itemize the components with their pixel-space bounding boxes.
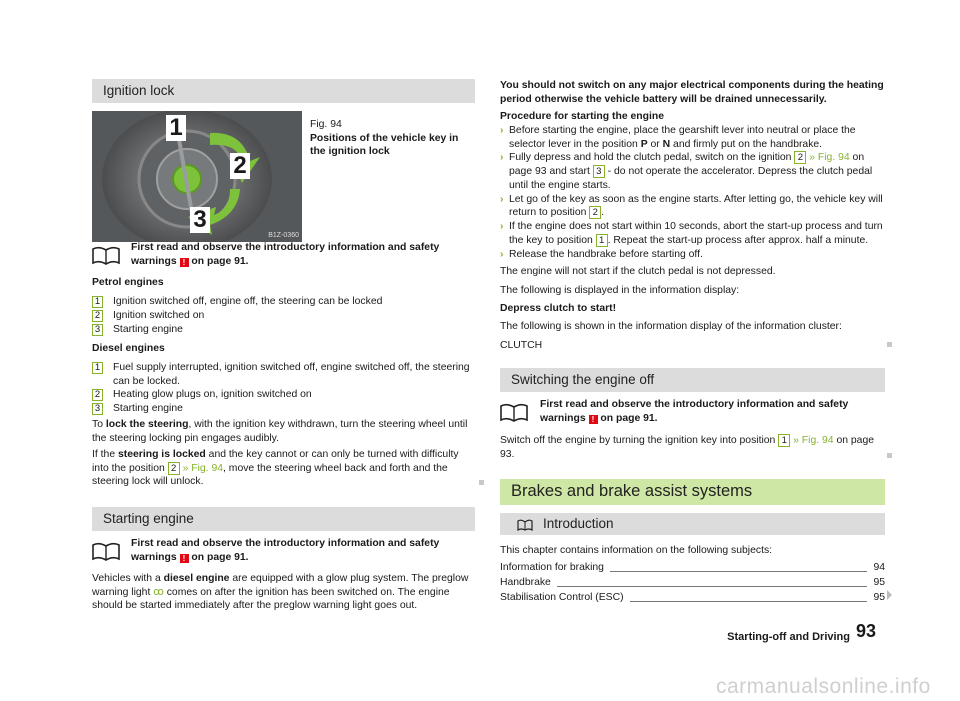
callout-2: 2 <box>230 153 250 179</box>
battery-warning: You should not switch on any major electrical components during the heating period otherwise the vehicle battery will be drained unnecessarily. <box>500 80 884 105</box>
safety-note-1: First read and observe the introductory information and safety warnings ! on page 91. <box>131 242 440 267</box>
watermark: carmanualsonline.info <box>716 675 931 698</box>
diesel-glow-paragraph: Vehicles with a diesel engine are equipped with a glow plug system. The preglow warning light ꝏ comes on after the ignition has been switched on. The engine should be started immediately after the preglow warning light goes out. <box>92 573 469 612</box>
list-num: 1 <box>92 296 103 308</box>
unlock-steering-paragraph: If the steering is locked and the key cannot or can only be turned with difficulty into the position 2 » Fig. 94, move the steering wheel back and forth and the steering lock will unlock. <box>92 449 459 488</box>
list-num: 2 <box>92 310 103 322</box>
book-icon <box>92 541 120 561</box>
procedure-steps <box>500 124 885 261</box>
safety-note-3: First read and observe the introductory information and safety warnings ! on page 91. <box>540 399 849 424</box>
clutch-display-word: CLUTCH <box>500 340 543 351</box>
section-title-switching-off: Switching the engine off <box>500 368 885 392</box>
fig-ref-link[interactable]: » Fig. 94 <box>809 152 850 164</box>
clutch-paragraph: The engine will not start if the clutch pedal is not depressed. <box>500 266 776 277</box>
warning-icon: ! <box>180 258 189 267</box>
toc-item[interactable]: Stabilisation Control (ESC) 95 <box>500 592 885 603</box>
step-4: › If the engine does not start within 10 seconds, abort the start-up process and turn the key to position 1 . Repeat the start-up process after approx. half a minute. <box>500 221 883 246</box>
section-title-introduction: Introduction <box>500 513 885 535</box>
display-paragraph: The following is displayed in the information display: <box>500 285 740 296</box>
depress-clutch-message: Depress clutch to start! <box>500 303 617 314</box>
section-title-starting-engine: Starting engine <box>92 507 475 531</box>
warning-icon: ! <box>589 415 598 424</box>
toc-item[interactable]: Handbrake 95 <box>500 577 885 588</box>
list-item: Heating glow plugs on, ignition switched on <box>113 389 312 400</box>
step-1: › Before starting the engine, place the gearshift lever into neutral or place the selector lever in the position P or N and firmly put on the handbrake. <box>500 125 856 150</box>
safety-note-2: First read and observe the introductory information and safety warnings ! on page 91. <box>131 538 440 563</box>
list-item: Starting engine <box>113 324 183 335</box>
callout-3: 3 <box>190 207 210 233</box>
page-number: 93 <box>856 621 877 641</box>
list-num: 2 <box>92 389 103 401</box>
figure-label: Fig. 94 <box>310 119 342 130</box>
figure-caption <box>310 118 470 159</box>
cluster-paragraph: The following is shown in the information display of the information cluster: <box>500 321 842 332</box>
toc-item[interactable]: Information for braking 94 <box>500 562 885 573</box>
step-5: › Release the handbrake before starting off. <box>500 248 703 260</box>
section-end-marker <box>887 453 892 458</box>
fig-ref-link[interactable]: » Fig. 94 <box>182 462 224 474</box>
figure-caption-text: Positions of the vehicle key in the ignition lock <box>310 132 459 158</box>
preglow-warning-icon: ꝏ <box>153 586 164 598</box>
continue-arrow-icon <box>887 590 892 600</box>
chapter-title-brakes: Brakes and brake assist systems <box>500 479 885 505</box>
ignition-lock-figure <box>92 111 302 242</box>
list-num: 3 <box>92 403 103 415</box>
fig-ref-link[interactable]: » Fig. 94 <box>793 435 834 446</box>
footer-chapter: Starting-off and Driving <box>727 631 850 643</box>
section-end-marker <box>479 480 484 485</box>
section-title-ignition-lock: Ignition lock <box>92 79 475 103</box>
callout-1: 1 <box>166 115 186 141</box>
petrol-heading: Petrol engines <box>92 277 164 288</box>
diesel-heading: Diesel engines <box>92 343 165 354</box>
switch-off-paragraph: Switch off the engine by turning the ignition key into position 1 » Fig. 94 on page 93. <box>500 435 875 460</box>
list-num: 1 <box>92 362 103 374</box>
step-3: › Let go of the key as soon as the engine starts. After letting go, the vehicle key will return to position 2 . <box>500 193 883 219</box>
figure-code: B1Z-0360 <box>268 231 299 239</box>
warning-icon: ! <box>180 554 189 563</box>
intro-paragraph: This chapter contains information on the following subjects: <box>500 545 773 556</box>
section-end-marker <box>887 342 892 347</box>
lock-steering-paragraph: To lock the steering, with the ignition key withdrawn, turn the steering wheel until the steering locking pin engages audibly. <box>92 419 468 444</box>
book-icon <box>517 518 533 530</box>
list-item: Ignition switched on <box>113 310 205 321</box>
procedure-heading: Procedure for starting the engine <box>500 111 664 122</box>
list-item: Fuel supply interrupted, ignition switched off, engine switched off, the steering can be locked. <box>113 362 470 387</box>
book-icon <box>92 245 120 265</box>
list-num: 3 <box>92 324 103 336</box>
list-item: Starting engine <box>113 403 183 414</box>
book-icon <box>500 402 528 422</box>
step-2: › Fully depress and hold the clutch pedal, switch on the ignition 2 » Fig. 94 on page 93 and start 3 - do not operate the accelerator. Depress the clutch pedal until the engine starts. <box>500 152 873 191</box>
list-item: Ignition switched off, engine off, the steering can be locked <box>113 296 383 307</box>
